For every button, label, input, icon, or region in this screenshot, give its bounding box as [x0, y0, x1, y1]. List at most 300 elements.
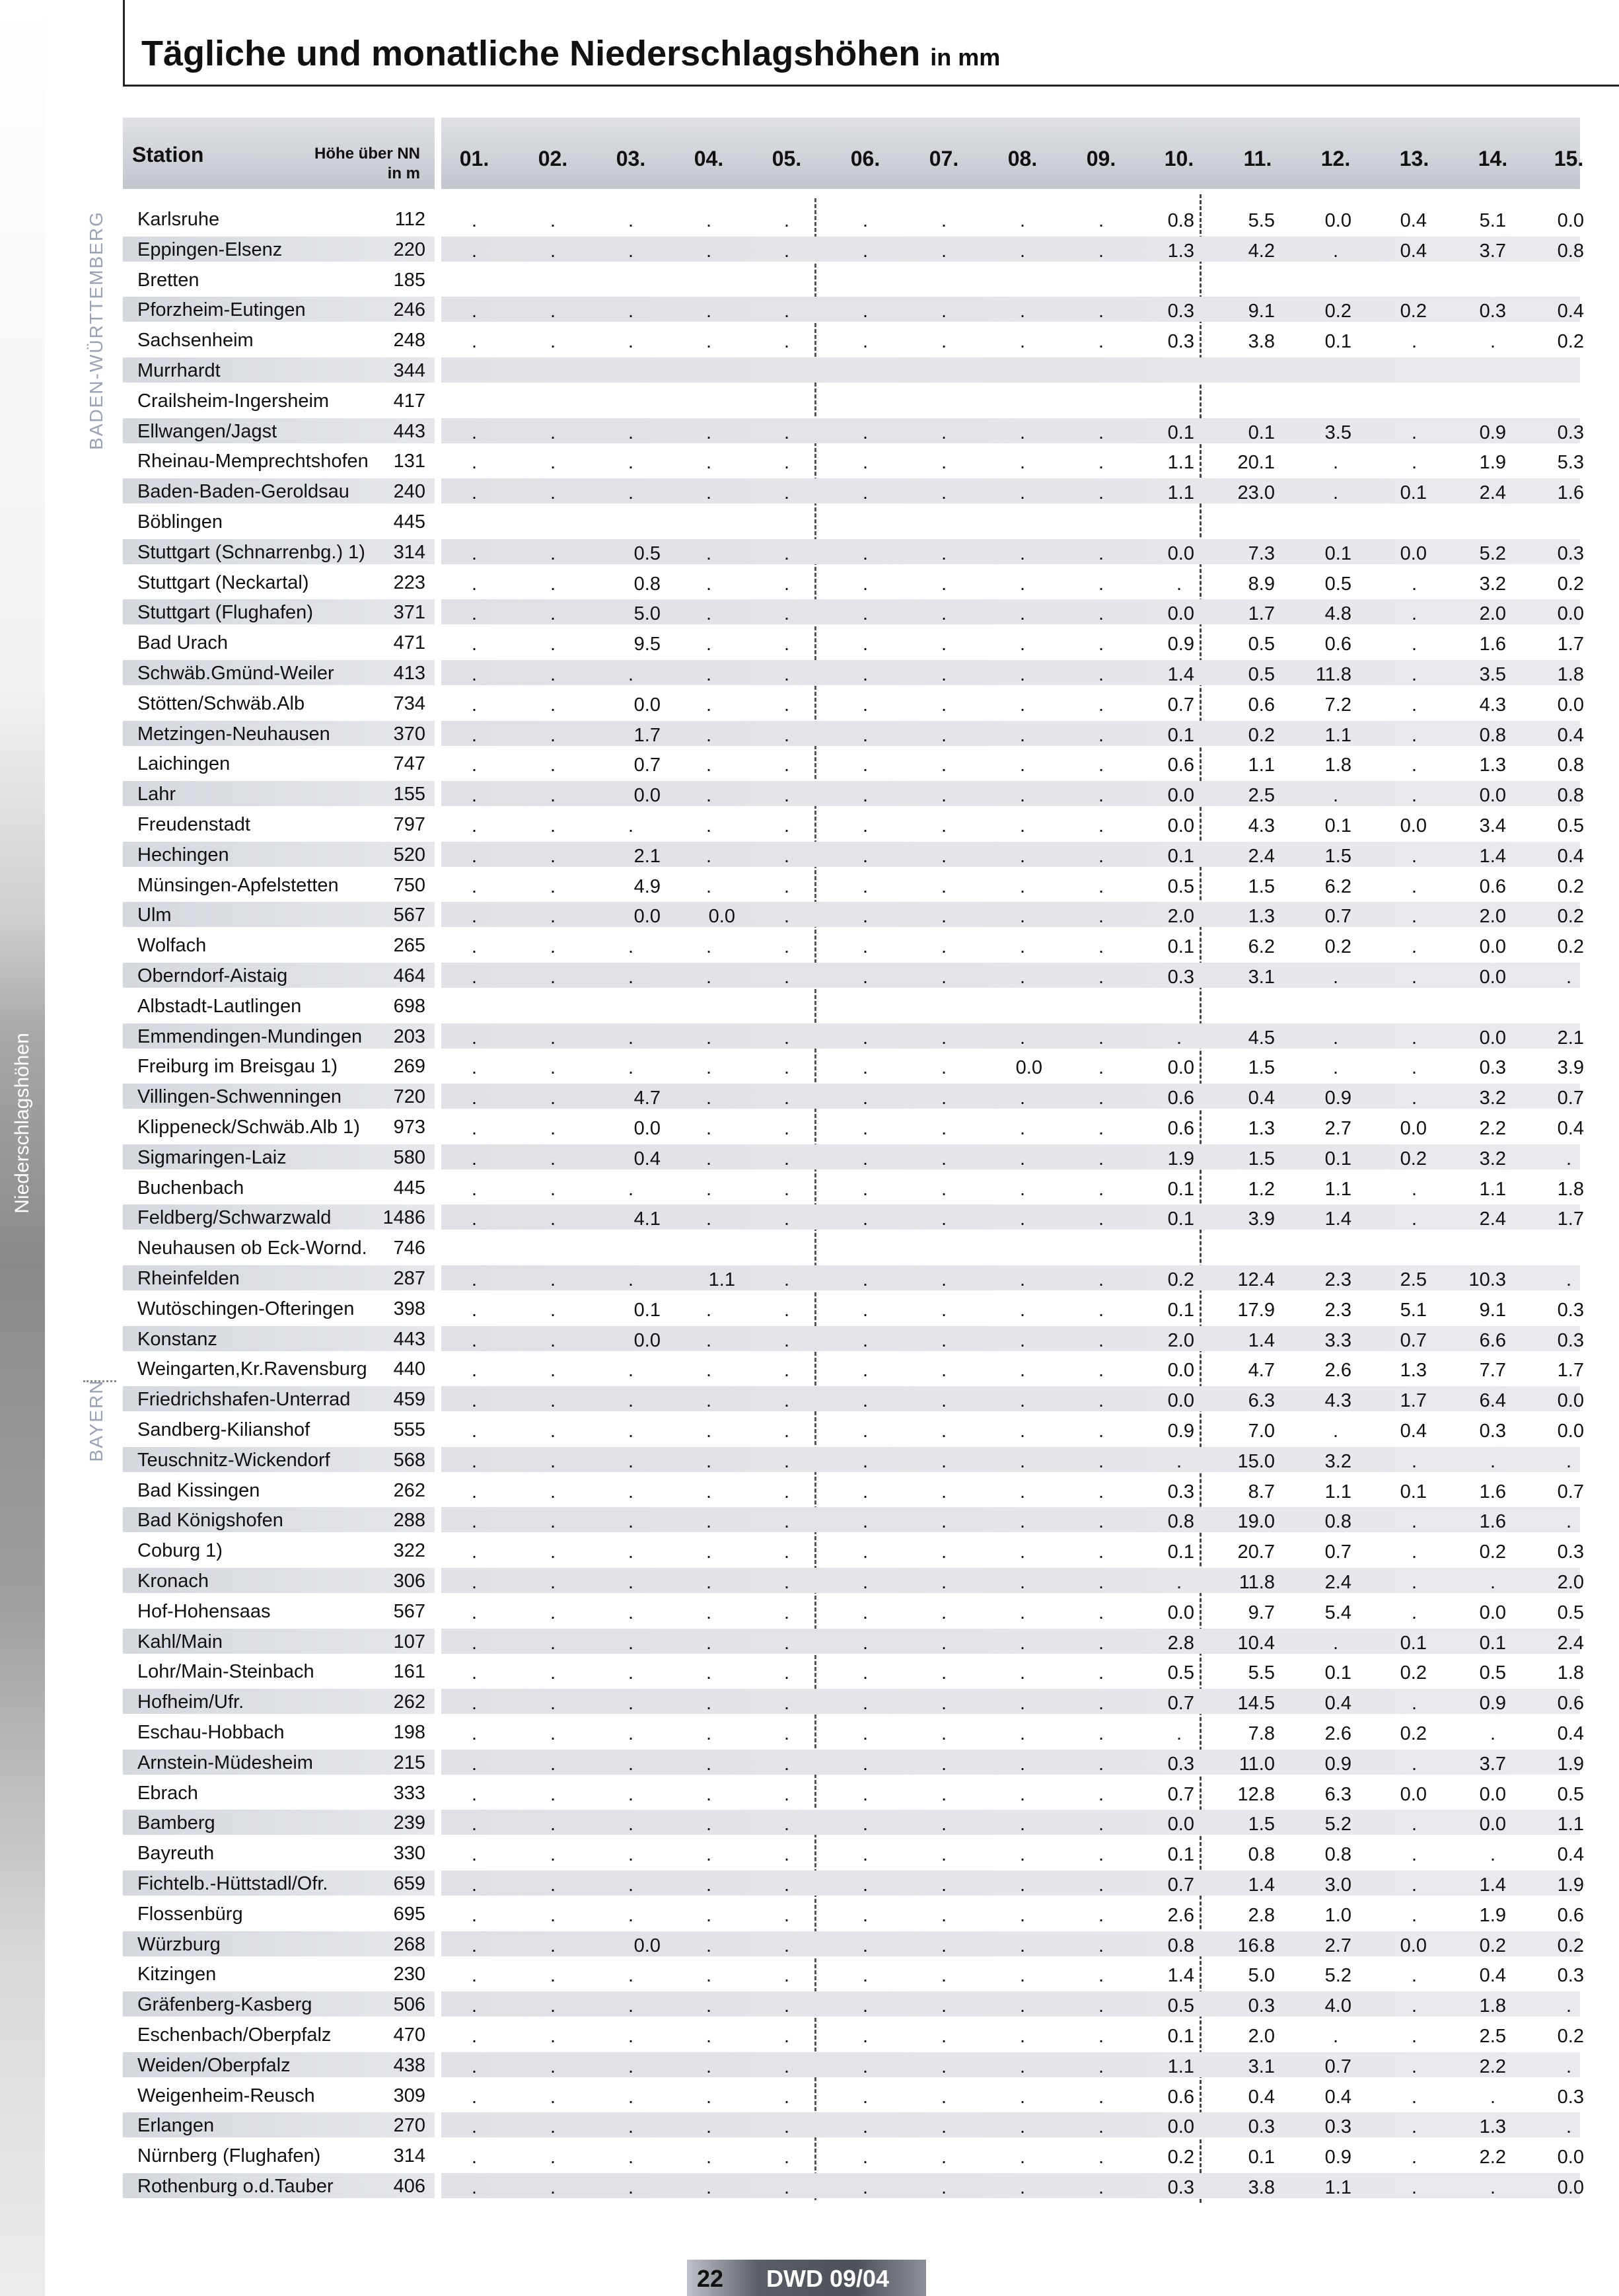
precip-cell-day-15: 0.2	[1557, 1935, 1584, 1956]
precip-cell-day-5: .	[783, 1057, 790, 1079]
precip-cell-day-10: 2.0	[1167, 1329, 1194, 1351]
station-name: Nürnberg (Flughafen)	[137, 2145, 321, 2167]
precip-cell-day-2: .	[550, 1421, 556, 1442]
precip-cell-day-6: .	[862, 634, 869, 655]
table-row	[0, 839, 1619, 870]
precip-cell-day-1: .	[471, 875, 478, 897]
precip-cell-day-7: .	[941, 2116, 947, 2138]
precip-cell-day-8: .	[1019, 1027, 1026, 1049]
precip-cell-day-2: .	[550, 1178, 556, 1200]
precip-cell-day-15: 0.0	[1557, 1390, 1584, 1412]
precip-cell-day-1: .	[471, 210, 478, 231]
precip-cell-day-8: .	[1019, 1511, 1026, 1533]
precip-cell-day-11: 0.5	[1248, 634, 1275, 655]
precip-cell-day-14: .	[1490, 1572, 1496, 1593]
precip-cell-day-15: .	[1565, 2055, 1572, 2077]
precip-cell-day-7: .	[941, 482, 947, 504]
precip-cell-day-6: .	[862, 1148, 869, 1169]
station-height: 520	[393, 844, 425, 866]
precip-cell-day-2: .	[550, 1208, 556, 1230]
table-row	[0, 234, 1619, 264]
precip-cell-day-10: 0.0	[1167, 785, 1194, 807]
precip-cell-day-1: .	[471, 1995, 478, 2017]
precip-cell-day-9: .	[1098, 240, 1104, 262]
precip-cell-day-10: 0.6	[1167, 1088, 1194, 1109]
precip-cell-day-7: .	[941, 845, 947, 867]
precip-cell-day-1: .	[471, 1632, 478, 1654]
region-label-bw: BADEN-WÜRTTEMBERG	[86, 211, 106, 450]
precip-cell-day-11: 5.5	[1248, 210, 1275, 231]
precip-cell-day-11: 15.0	[1237, 1450, 1275, 1472]
precip-cell-day-3: .	[628, 2177, 634, 2198]
precip-cell-day-15: 2.1	[1557, 1027, 1584, 1049]
precip-cell-day-9: .	[1098, 785, 1104, 807]
precip-cell-day-2: .	[550, 573, 556, 595]
station-name: Ulm	[137, 905, 172, 926]
precip-cell-day-7: .	[941, 542, 947, 564]
precip-cell-day-15: 0.5	[1557, 815, 1584, 836]
precip-cell-day-5: .	[783, 1481, 790, 1502]
precip-cell-day-4: .	[705, 1572, 712, 1593]
precip-cell-day-5: .	[783, 1723, 790, 1744]
precip-cell-day-2: .	[550, 1935, 556, 1956]
precip-cell-day-11: 4.7	[1248, 1360, 1275, 1382]
precip-cell-day-14: 0.5	[1479, 1662, 1506, 1684]
precip-cell-day-5: .	[783, 1329, 790, 1351]
precip-cell-day-4: .	[705, 1178, 712, 1200]
precip-cell-day-3: .	[628, 1057, 634, 1079]
precip-cell-day-14: 1.6	[1479, 634, 1506, 655]
station-height: 443	[393, 420, 425, 442]
precip-cell-day-15: 0.3	[1557, 1299, 1584, 1321]
precip-cell-day-5: .	[783, 603, 790, 625]
precip-cell-day-13: .	[1411, 845, 1418, 867]
precip-cell-day-9: .	[1098, 815, 1104, 836]
precip-cell-day-14: 3.7	[1479, 1753, 1506, 1775]
precip-cell-day-15: 0.3	[1557, 1965, 1584, 1987]
table-row	[0, 445, 1619, 476]
precip-cell-day-3: 0.8	[633, 573, 661, 595]
header-day-9: 09.	[1086, 147, 1116, 170]
precip-cell-day-4: .	[705, 1965, 712, 1987]
precip-cell-day-8: .	[1019, 2177, 1026, 2198]
precip-cell-day-6: .	[862, 482, 869, 504]
precip-cell-day-8: .	[1019, 1723, 1026, 1744]
precip-cell-day-11: 2.5	[1248, 785, 1275, 807]
table-row	[0, 1777, 1619, 1808]
precip-cell-day-12: 6.3	[1324, 1783, 1351, 1805]
precip-cell-day-11: 1.4	[1248, 1329, 1275, 1351]
precip-cell-day-8: .	[1019, 2026, 1026, 2047]
precip-cell-day-15: 0.2	[1557, 936, 1584, 958]
precip-cell-day-10: 0.6	[1167, 2086, 1194, 2108]
table-row	[0, 1929, 1619, 1959]
station-height: 734	[393, 692, 425, 714]
precip-cell-day-5: .	[783, 1662, 790, 1684]
precip-cell-day-14: 0.0	[1479, 967, 1506, 988]
precip-cell-day-6: .	[862, 1269, 869, 1290]
precip-cell-day-11: 0.3	[1248, 2116, 1275, 2138]
precip-cell-day-7: .	[941, 1450, 947, 1472]
precip-cell-day-10: 2.0	[1167, 906, 1194, 928]
table-row	[0, 1868, 1619, 1898]
precip-cell-day-11: 10.4	[1237, 1632, 1275, 1654]
table-row	[0, 1172, 1619, 1203]
precip-cell-day-8: .	[1019, 875, 1026, 897]
precip-cell-day-14: 2.2	[1479, 1118, 1506, 1139]
precip-cell-day-5: .	[783, 1027, 790, 1049]
table-row	[0, 2140, 1619, 2170]
precip-cell-day-13: .	[1411, 2026, 1418, 2047]
table-row	[0, 1232, 1619, 1263]
precip-cell-day-4: .	[705, 967, 712, 988]
precip-cell-day-12: .	[1332, 452, 1339, 474]
title-frame-left	[123, 0, 125, 87]
precip-cell-day-12: 0.4	[1324, 1693, 1351, 1715]
precip-cell-day-8: .	[1019, 1602, 1026, 1623]
station-name: Murrhardt	[137, 360, 221, 381]
precip-cell-day-10: 0.0	[1167, 542, 1194, 564]
precip-cell-day-11: 20.7	[1237, 1541, 1275, 1563]
header-day-7: 07.	[929, 147, 959, 170]
precip-cell-day-11: 8.7	[1248, 1481, 1275, 1502]
precip-cell-day-2: .	[550, 1299, 556, 1321]
precip-cell-day-10: 1.1	[1167, 482, 1194, 504]
precip-cell-day-13: 0.4	[1400, 1421, 1427, 1442]
precip-cell-day-4: 0.0	[708, 906, 735, 928]
precip-cell-day-2: .	[550, 1027, 556, 1049]
station-height: 567	[393, 1600, 425, 1622]
precip-cell-day-14: 3.2	[1479, 573, 1506, 595]
precip-cell-day-5: .	[783, 301, 790, 322]
precip-cell-day-5: .	[783, 452, 790, 474]
precip-cell-day-2: .	[550, 1753, 556, 1775]
precip-cell-day-5: .	[783, 1269, 790, 1290]
station-name: Lohr/Main-Steinbach	[137, 1661, 314, 1683]
precip-cell-day-12: 2.3	[1324, 1269, 1351, 1290]
precip-cell-day-14: 2.4	[1479, 482, 1506, 504]
precip-cell-day-9: .	[1098, 452, 1104, 474]
station-name: Karlsruhe	[137, 209, 220, 230]
precip-cell-day-8: .	[1019, 1753, 1026, 1775]
station-height: 314	[393, 541, 425, 563]
precip-cell-day-2: .	[550, 1783, 556, 1805]
precip-cell-day-1: .	[471, 2055, 478, 2077]
precip-cell-day-14: .	[1490, 331, 1496, 353]
precip-cell-day-8: .	[1019, 1874, 1026, 1896]
precip-cell-day-8: .	[1019, 2116, 1026, 2138]
precip-cell-day-2: .	[550, 2026, 556, 2047]
precip-cell-day-10: 0.3	[1167, 331, 1194, 353]
station-height: 698	[393, 995, 425, 1017]
header-day-2: 02.	[538, 147, 568, 170]
precip-cell-day-6: .	[862, 1178, 869, 1200]
table-row	[0, 1837, 1619, 1868]
precip-cell-day-6: .	[862, 1481, 869, 1502]
precip-cell-day-2: .	[550, 815, 556, 836]
precip-cell-day-3: .	[628, 1178, 634, 1200]
station-height: 215	[393, 1752, 425, 1773]
precip-cell-day-9: .	[1098, 422, 1104, 443]
precip-cell-day-12: 1.1	[1324, 2177, 1351, 2198]
precip-cell-day-15: 0.2	[1557, 2026, 1584, 2047]
precip-cell-day-10: 0.9	[1167, 634, 1194, 655]
precip-cell-day-13: .	[1411, 1965, 1418, 1987]
precip-cell-day-8: .	[1019, 1421, 1026, 1442]
precip-cell-day-6: .	[862, 2086, 869, 2108]
precip-cell-day-9: .	[1098, 331, 1104, 353]
precip-cell-day-4: .	[705, 1481, 712, 1502]
precip-cell-day-3: .	[628, 1602, 634, 1623]
station-height: 568	[393, 1449, 425, 1471]
precip-cell-day-4: .	[705, 210, 712, 231]
precip-cell-day-9: .	[1098, 1753, 1104, 1775]
precip-cell-day-7: .	[941, 1390, 947, 1412]
precip-cell-day-14: 0.8	[1479, 724, 1506, 746]
precip-cell-day-7: .	[941, 2147, 947, 2168]
precip-cell-day-2: .	[550, 1662, 556, 1684]
precip-cell-day-2: .	[550, 210, 556, 231]
station-name: Metzingen-Neuhausen	[137, 723, 330, 745]
station-name: Stuttgart (Schnarrenbg.) 1)	[137, 541, 365, 563]
precip-cell-day-5: .	[783, 422, 790, 443]
table-row	[0, 1263, 1619, 1293]
station-height: 370	[393, 723, 425, 745]
precip-cell-day-6: .	[862, 936, 869, 958]
precip-cell-day-7: .	[941, 1965, 947, 1987]
precip-cell-day-15: 1.8	[1557, 1662, 1584, 1684]
precip-cell-day-4: .	[705, 1662, 712, 1684]
precip-cell-day-7: .	[941, 1632, 947, 1654]
precip-cell-day-3: 0.1	[633, 1299, 661, 1321]
precip-cell-day-7: .	[941, 1541, 947, 1563]
station-name: Weiden/Oberpfalz	[137, 2054, 291, 2076]
precip-cell-day-12: 2.3	[1324, 1299, 1351, 1321]
precip-cell-day-4: .	[705, 936, 712, 958]
precip-cell-day-11: 9.1	[1248, 301, 1275, 322]
station-height: 270	[393, 2115, 425, 2137]
precip-cell-day-13: 0.0	[1400, 815, 1427, 836]
precip-cell-day-13: .	[1411, 906, 1418, 928]
precip-cell-day-5: .	[783, 906, 790, 928]
station-name: Ellwangen/Jagst	[137, 420, 277, 442]
precip-cell-day-3: .	[628, 936, 634, 958]
precip-cell-day-3: .	[628, 1481, 634, 1502]
header-day-1: 01.	[459, 147, 489, 170]
precip-cell-day-5: .	[783, 1783, 790, 1805]
precip-cell-day-7: .	[941, 1360, 947, 1382]
precip-cell-day-10: 0.9	[1167, 1421, 1194, 1442]
precip-cell-day-9: .	[1098, 210, 1104, 231]
precip-cell-day-1: .	[471, 1935, 478, 1956]
station-height: 746	[393, 1238, 425, 1259]
precip-cell-day-2: .	[550, 1844, 556, 1866]
precip-cell-day-5: .	[783, 845, 790, 867]
table-row	[0, 537, 1619, 567]
precip-cell-day-2: .	[550, 875, 556, 897]
precip-cell-day-10: 0.0	[1167, 1360, 1194, 1382]
table-row	[0, 1142, 1619, 1172]
station-name: Hofheim/Ufr.	[137, 1691, 244, 1713]
precip-cell-day-12: 5.2	[1324, 1814, 1351, 1835]
precip-cell-day-5: .	[783, 755, 790, 776]
station-height: 555	[393, 1419, 425, 1440]
precip-cell-day-13: 1.7	[1400, 1390, 1427, 1412]
precip-cell-day-3: 0.0	[633, 1329, 661, 1351]
precip-cell-day-9: .	[1098, 1329, 1104, 1351]
precip-cell-day-7: .	[941, 573, 947, 595]
precip-cell-day-13: .	[1411, 724, 1418, 746]
precip-cell-day-4: .	[705, 1118, 712, 1139]
precip-cell-day-14: 3.4	[1479, 815, 1506, 836]
header-day-5: 05.	[772, 147, 802, 170]
precip-cell-day-5: .	[783, 1541, 790, 1563]
precip-cell-day-6: .	[862, 603, 869, 625]
station-height: 240	[393, 481, 425, 503]
station-name: Würzburg	[137, 1933, 221, 1955]
precip-cell-day-14: 1.6	[1479, 1481, 1506, 1502]
precip-cell-day-14: 5.1	[1479, 210, 1506, 231]
precip-cell-day-11: 8.9	[1248, 573, 1275, 595]
precip-cell-day-1: .	[471, 422, 478, 443]
precip-cell-day-12: 0.3	[1324, 2116, 1351, 2138]
precip-cell-day-13: .	[1411, 936, 1418, 958]
precip-cell-day-2: .	[550, 1118, 556, 1139]
precip-cell-day-1: .	[471, 906, 478, 928]
precip-cell-day-10: 0.3	[1167, 1753, 1194, 1775]
precip-cell-day-11: 17.9	[1237, 1299, 1275, 1321]
precip-cell-day-14: 1.4	[1479, 1874, 1506, 1896]
precip-cell-day-14: 4.3	[1479, 694, 1506, 716]
precip-cell-day-15: 0.4	[1557, 845, 1584, 867]
precip-cell-day-3: 4.1	[633, 1208, 661, 1230]
precip-cell-day-9: .	[1098, 2026, 1104, 2047]
precip-cell-day-14: .	[1490, 2177, 1496, 2198]
precip-cell-day-4: .	[705, 1329, 712, 1351]
precip-cell-day-1: .	[471, 1572, 478, 1593]
precip-cell-day-7: .	[941, 2177, 947, 2198]
precip-cell-day-5: .	[783, 1753, 790, 1775]
precip-cell-day-14: 0.6	[1479, 875, 1506, 897]
table-row	[0, 264, 1619, 295]
precip-cell-day-15: .	[1565, 967, 1572, 988]
table-row	[0, 1596, 1619, 1626]
precip-cell-day-1: .	[471, 1450, 478, 1472]
precip-cell-day-11: 1.3	[1248, 1118, 1275, 1139]
precip-cell-day-10: 0.1	[1167, 1208, 1194, 1230]
precip-cell-day-10: 0.5	[1167, 875, 1194, 897]
station-name: Konstanz	[137, 1328, 217, 1350]
precip-cell-day-12: .	[1332, 1027, 1339, 1049]
precip-cell-day-8: .	[1019, 906, 1026, 928]
precip-cell-day-6: .	[862, 664, 869, 685]
precip-cell-day-8: .	[1019, 967, 1026, 988]
station-name: Wutöschingen-Ofteringen	[137, 1298, 355, 1319]
precip-cell-day-14: 0.0	[1479, 785, 1506, 807]
station-height: 288	[393, 1510, 425, 1532]
precip-cell-day-6: .	[862, 785, 869, 807]
precip-cell-day-6: .	[862, 875, 869, 897]
precip-cell-day-15: 0.0	[1557, 2147, 1584, 2168]
precip-cell-day-14: 6.4	[1479, 1390, 1506, 1412]
precip-cell-day-12: 0.9	[1324, 1088, 1351, 1109]
precip-cell-day-7: .	[941, 210, 947, 231]
precip-cell-day-15: 0.5	[1557, 1783, 1584, 1805]
precip-cell-day-3: .	[628, 210, 634, 231]
precip-cell-day-12: 1.8	[1324, 755, 1351, 776]
station-height: 973	[393, 1117, 425, 1138]
precip-cell-day-4: .	[705, 1088, 712, 1109]
precip-cell-day-6: .	[862, 1753, 869, 1775]
precip-cell-day-6: .	[862, 1874, 869, 1896]
precip-cell-day-13: 1.3	[1400, 1360, 1427, 1382]
precip-cell-day-5: .	[783, 694, 790, 716]
precip-cell-day-3: .	[628, 1783, 634, 1805]
precip-cell-day-14: 3.7	[1479, 240, 1506, 262]
precip-cell-day-14: 6.6	[1479, 1329, 1506, 1351]
precip-cell-day-12: 1.1	[1324, 1481, 1351, 1502]
precip-cell-day-5: .	[783, 2026, 790, 2047]
station-name: Baden-Baden-Geroldsau	[137, 481, 349, 503]
precip-cell-day-1: .	[471, 1783, 478, 1805]
station-name: Bretten	[137, 269, 199, 291]
precip-cell-day-9: .	[1098, 2177, 1104, 2198]
precip-cell-day-10: 0.3	[1167, 2177, 1194, 2198]
precip-cell-day-6: .	[862, 845, 869, 867]
precip-cell-day-13: 0.2	[1400, 1662, 1427, 1684]
precip-cell-day-5: .	[783, 1814, 790, 1835]
station-height: 330	[393, 1843, 425, 1865]
precip-cell-day-12: 0.8	[1324, 1511, 1351, 1533]
precip-cell-day-6: .	[862, 1118, 869, 1139]
precip-cell-day-5: .	[783, 2116, 790, 2138]
precip-cell-day-7: .	[941, 634, 947, 655]
precip-cell-day-10: 0.2	[1167, 1269, 1194, 1290]
precip-cell-day-6: .	[862, 1390, 869, 1412]
precip-cell-day-9: .	[1098, 1541, 1104, 1563]
precip-cell-day-6: .	[862, 1421, 869, 1442]
station-name: Stuttgart (Flughafen)	[137, 602, 313, 624]
precip-cell-day-9: .	[1098, 1693, 1104, 1715]
station-height: 306	[393, 1571, 425, 1592]
header-height-line2: in m	[387, 165, 420, 182]
precip-cell-day-11: 0.4	[1248, 2086, 1275, 2108]
station-height: 230	[393, 1964, 425, 1985]
precip-cell-day-10: 0.7	[1167, 1693, 1194, 1715]
precip-cell-day-6: .	[862, 694, 869, 716]
precip-cell-day-1: .	[471, 1057, 478, 1079]
precip-cell-day-13: .	[1411, 1602, 1418, 1623]
precip-cell-day-10: 1.9	[1167, 1148, 1194, 1169]
precip-cell-day-9: .	[1098, 694, 1104, 716]
precip-cell-day-6: .	[862, 1511, 869, 1533]
precip-cell-day-13: .	[1411, 664, 1418, 685]
precip-cell-day-10: 0.1	[1167, 1541, 1194, 1563]
precip-cell-day-10: 0.1	[1167, 845, 1194, 867]
station-name: Böblingen	[137, 511, 223, 533]
precip-cell-day-5: .	[783, 664, 790, 685]
header-height-line1: Höhe über NN	[314, 145, 420, 163]
precip-cell-day-9: .	[1098, 1421, 1104, 1442]
precip-cell-day-8: .	[1019, 1783, 1026, 1805]
precip-cell-day-1: .	[471, 967, 478, 988]
precip-cell-day-3: 0.0	[633, 785, 661, 807]
station-name: Eschau-Hobbach	[137, 1722, 285, 1743]
table-row	[0, 1535, 1619, 1565]
precip-cell-day-13: 0.0	[1400, 542, 1427, 564]
station-name: Weingarten,Kr.Ravensburg	[137, 1358, 367, 1380]
precip-cell-day-12: 2.4	[1324, 1572, 1351, 1593]
